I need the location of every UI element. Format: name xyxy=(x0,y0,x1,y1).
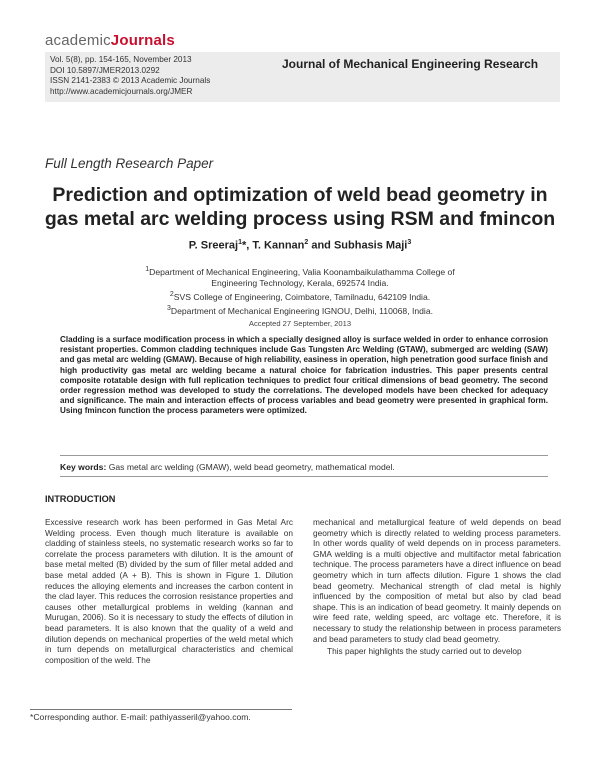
publisher-logo: academicJournals xyxy=(45,32,175,49)
author-1: P. Sreeraj xyxy=(188,239,239,252)
volume-info: Vol. 5(8), pp. 154-165, November 2013 xyxy=(50,55,192,64)
author-3: Subhasis Maji xyxy=(333,239,408,252)
divider xyxy=(60,455,548,456)
body-column-right xyxy=(313,517,561,659)
accepted-date: Accepted 27 September, 2013 xyxy=(248,319,352,328)
doi: DOI 10.5897/JMER2013.0292 xyxy=(50,65,160,75)
paragraph: This paper highlights the study carried out to develop xyxy=(327,646,522,657)
author-list: P. Sreeraj$^1$*, T. Kannan$^2$ and Subhasis Maji$^3$ xyxy=(188,239,412,252)
body-column-left xyxy=(45,517,293,667)
paper-title: Prediction and optimization of weld bead geometry in gas metal arc welding process using RSM and fmincon xyxy=(44,184,556,230)
journal-meta xyxy=(50,55,210,97)
author-2: T. Kannan xyxy=(252,239,305,252)
section-heading: INTRODUCTION xyxy=(45,494,116,504)
journal-name: Journal of Mechanical Engineering Research xyxy=(282,57,539,71)
affiliation-1: $^1$Department of Mechanical Engineering, Valia Koonambaikulathamma College of xyxy=(145,266,455,277)
affiliations: $^1$Department of Mechanical Engineering, Valia Koonambaikulathamma College of Engineering Technology, Kerala, 692574 India. $^2$SVS College of Engineering, Coimbatore, Tamilnadu, 642109 India. $^3$Department of Mechanical Engineering IGNOU, Delhi, 110068, India. xyxy=(0,264,600,317)
abstract: Cladding is a surface modification process in which a specially designed alloy is surface welded in order to enhance corrosion resistant properties. Common cladding techniques include Gas Tungsten Arc Welding (GTAW), submerged arc welding (SAW) and gas metal arc welding (GMAW). Because of high reliability, easiness in operation, high penetration good surface finish and high productivity gas metal arc welding became a natural choice for fabrication industries. This paper presents central composite rotatable design with full replication techniques to predict four critical dimensions of bead geometry. The second order regression method was developed to study the correlations. The developed models have been checked for adequacy and significance. The main and interaction effects of process variables and bead geometry were presented in graphical form. Using fmincon function the process parameters were optimized. xyxy=(60,335,549,416)
paragraph: mechanical and metallurgical feature of weld depends on bead geometry which is directly related to welding process parameters. In other words quality of weld depends on in process parameters. GMA welding is a multi objective and multifactor metal fabrication technique. The process parameters have a direct influence on bead geometry which in turn affects dilution. Figure 1 shows the clad bead geometry. Mechanical strength of clad metal is highly influenced by the composition of metal but also by clad bead shape. This is an indication of bead geometry. It mainly depends on wire feed rate, welding speed, arc voltage etc. Therefore, it is necessary to study the relationship between in process parameters and bead parameters to study clad bead geometry. xyxy=(313,517,561,644)
journal-url[interactable]: http://www.academicjournals.org/JMER xyxy=(50,86,193,96)
divider xyxy=(60,476,548,477)
paragraph: Excessive research work has been performed in Gas Metal Arc Welding process. Even though much literature is available on cladding of stainless steels, no systematic research works so far to correlate the process parameters with dilution. It is the amount of base metal melted (B) divided by the sum of filler metal added and base metal added (A + B). This is shown in Figure 1. Dilution reduces the alloying elements and increases the carbon content in the clad layer. This reduces the corrosion resistance properties and causes other metallurgical problems in welding (kannan and Murugan, 2006). So it is necessary to study the effects of dilution in bead parameters. It is also known that the quality of a weld and dilution depends on mechanical properties of the weld metal which in turn depends on metallurgical characteristics and chemical composition of the weld. The xyxy=(45,517,293,665)
affiliation-2: $^2$SVS College of Engineering, Coimbatore, Tamilnadu, 642109 India. xyxy=(169,290,431,302)
corresponding-author-footnote: *Corresponding author. E-mail: pathiyasseril@yahoo.com. xyxy=(30,712,251,722)
keywords: Key words: Gas metal arc welding (GMAW), weld bead geometry, mathematical model. xyxy=(60,462,395,472)
issn: ISSN 2141-2383 © 2013 Academic Journals xyxy=(50,76,211,86)
footnote-divider xyxy=(30,709,292,710)
affiliation-3: $^3$Department of Mechanical Engineering IGNOU, Delhi, 110068, India. xyxy=(167,304,433,316)
paper-type: Full Length Research Paper xyxy=(45,156,214,171)
